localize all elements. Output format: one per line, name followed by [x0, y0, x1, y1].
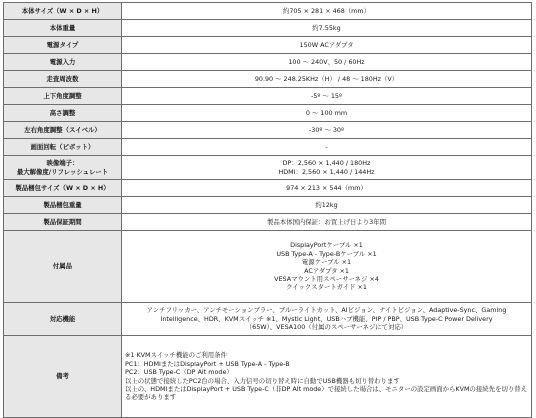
accessory-item: クイックスタートガイド ×1: [286, 283, 367, 292]
spec-label: 電源タイプ: [4, 37, 122, 54]
accessory-item: 電源ケーブル ×1: [301, 258, 352, 267]
spec-value: 約7.55kg: [122, 20, 532, 37]
spec-value: ※1 KVMスイッチ機能のご利用条件 PC1：HDMIまたはDisplayPort + USB Type-A - Type-B PC2：USB Type-C（DP Alt mode） 以上の状態で接続したPC2台の場合、入力信号の切り替え時に自動でUSB機器も切り替わります 以上の、HDMIまたはDisplayPort + USB Type-C（非DP Alt mode）で接続した場合は、モニターの設定画面からKVMの接続先を切り替える必要があります: [122, 336, 532, 418]
spec-value: -30º 〜 30º: [122, 122, 532, 139]
spec-label: 走査周波数: [4, 71, 122, 88]
spec-value: アンチフリッカー、アンチモーションブラー、ブルーライトカット、AIビジョン、ナイトビジョン、Adaptive-Sync、Gaming Intelligence、HDR、KVMスイッチ ※1、Mystic Light、USBハブ機能、PIP / PBP、USB Type-C Power Delivery （65W）、VESA100（付属のスペーサーネジにて対応）: [122, 303, 532, 336]
spec-row-notes: [4, 336, 532, 418]
spec-label: 高さ調整: [4, 105, 122, 122]
spec-value: [122, 231, 532, 303]
spec-value: -: [122, 139, 532, 156]
spec-label: 製品梱包サイズ（W × D × H）: [4, 180, 122, 197]
spec-row-pivot: [4, 139, 532, 156]
spec-row-weight: [4, 20, 532, 37]
spec-row-video-ports: [4, 156, 532, 180]
spec-label: 電源入力: [4, 54, 122, 71]
spec-row-accessories: [4, 231, 532, 303]
accessory-item: VESAマウント用スペーサーネジ ×4: [274, 274, 379, 283]
spec-value: 90.90 〜 248.25KHz（H） / 48 〜 180Hz（V）: [122, 71, 532, 88]
spec-row-power-input: [4, 54, 532, 71]
accessory-item: ACアダプタ ×1: [304, 266, 349, 275]
spec-row-features: [4, 303, 532, 336]
spec-value: 製品本体国内保証：お買上げ日より3年間: [122, 214, 532, 231]
spec-row-height-adjust: [4, 105, 532, 122]
accessory-item: USB Type-A - Type-Bケーブル ×1: [276, 249, 377, 258]
spec-row-tilt: [4, 88, 532, 105]
spec-value: 974 × 213 × 544（mm）: [122, 180, 532, 197]
spec-row-package-size: [4, 180, 532, 197]
spec-value: DP：2,560 × 1,440 / 180Hz HDMI：2,560 × 1,440 / 144Hz: [122, 156, 532, 180]
spec-table: [3, 2, 532, 418]
spec-value: 約12kg: [122, 197, 532, 214]
spec-value: 150W ACアダプタ: [122, 37, 532, 54]
spec-label: 製品梱包重量: [4, 197, 122, 214]
spec-row-size: [4, 3, 532, 20]
spec-label: 本体重量: [4, 20, 122, 37]
spec-value: -5º 〜 15º: [122, 88, 532, 105]
spec-label: 左右角度調整（スイベル）: [4, 122, 122, 139]
spec-label: 対応機能: [4, 303, 122, 336]
spec-label: 映像端子： 最大解像度/リフレッシュレート: [4, 156, 122, 180]
spec-row-package-weight: [4, 197, 532, 214]
spec-value: 約705 × 281 × 468（mm）: [122, 3, 532, 20]
spec-label: 備考: [4, 336, 122, 418]
spec-value: 100 〜 240V、50 / 60Hz: [122, 54, 532, 71]
spec-value: 0 〜 100 mm: [122, 105, 532, 122]
spec-label: 画面回転（ピボット）: [4, 139, 122, 156]
spec-row-swivel: [4, 122, 532, 139]
spec-row-warranty: [4, 214, 532, 231]
spec-row-power-type: [4, 37, 532, 54]
spec-label: 付属品: [4, 231, 122, 303]
spec-label: 本体サイズ（W × D × H）: [4, 3, 122, 20]
accessory-item: DisplayPortケーブル ×1: [290, 241, 363, 250]
spec-row-scan-frequency: [4, 71, 532, 88]
spec-label: 上下角度調整: [4, 88, 122, 105]
spec-label: 製品保証期間: [4, 214, 122, 231]
